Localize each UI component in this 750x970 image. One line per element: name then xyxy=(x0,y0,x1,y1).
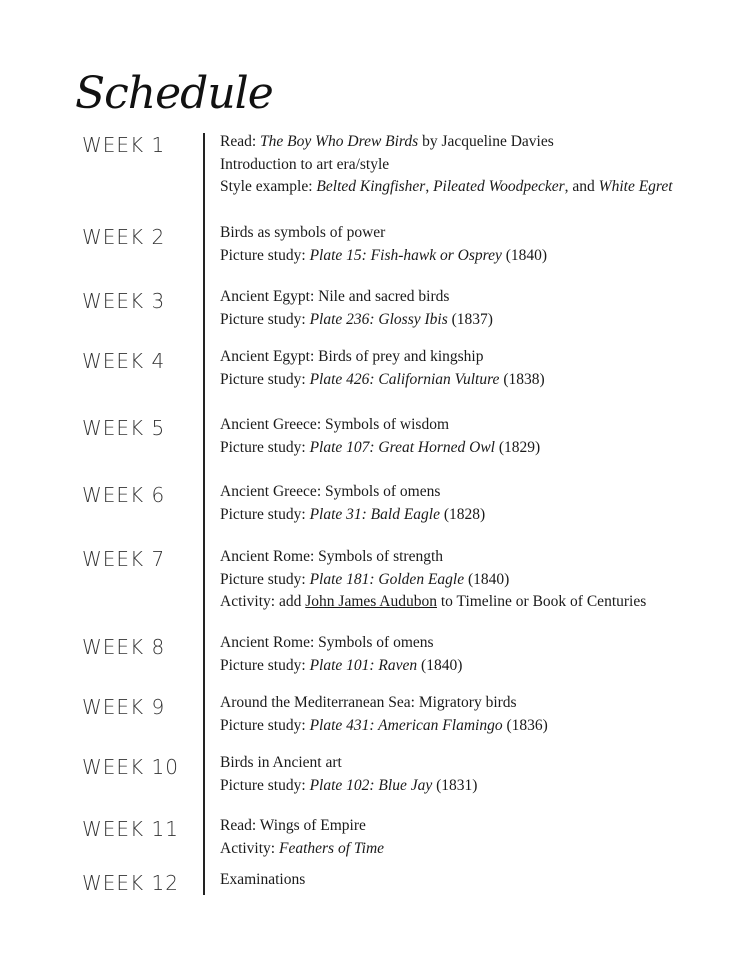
entry-line xyxy=(220,414,745,437)
entry-title-text: Belted Kingfisher xyxy=(316,178,426,195)
entry-title-text: Plate 107: Great Horned Owl xyxy=(309,438,495,456)
week-label: WEEK 4 xyxy=(82,349,166,373)
entry-line xyxy=(220,569,745,592)
entry-text: (1829) xyxy=(494,438,541,456)
entry-text: Picture study: xyxy=(220,570,310,588)
entry-title-text: Plate 15: Fish-hawk or Osprey xyxy=(309,246,502,264)
entry-text: , xyxy=(425,178,434,195)
entry-line xyxy=(220,437,745,460)
entry-line xyxy=(220,546,745,569)
entry-line xyxy=(220,222,745,245)
week-entry xyxy=(220,481,745,526)
entry-text: Read: xyxy=(220,133,261,150)
week-entry xyxy=(220,546,745,614)
entry-text: Birds as symbols of power xyxy=(220,224,386,241)
entry-text: (1831) xyxy=(432,776,478,794)
week-label: WEEK 3 xyxy=(82,289,166,313)
entry-line xyxy=(220,504,745,527)
week-entry xyxy=(220,692,745,737)
entry-title-text: White Egret xyxy=(598,178,673,195)
week-entry xyxy=(220,815,745,860)
entry-line xyxy=(220,692,745,715)
entry-line xyxy=(220,154,745,177)
entry-line xyxy=(220,869,745,892)
week-label: WEEK 5 xyxy=(82,416,166,440)
week-entry xyxy=(220,414,745,459)
entry-text: Ancient Greece: Symbols of wisdom xyxy=(220,416,450,433)
entry-line xyxy=(220,715,745,738)
entry-text: (1838) xyxy=(499,370,545,388)
entry-text: , and xyxy=(564,178,599,195)
entry-text: Picture study: xyxy=(220,438,310,456)
week-entry xyxy=(220,869,745,892)
entry-line xyxy=(220,481,745,504)
entry-line xyxy=(220,286,745,309)
entry-text: Picture study: xyxy=(220,656,310,674)
entry-text: Ancient Egypt: Birds of prey and kingship xyxy=(220,348,484,365)
entry-title-text: Plate 31: Bald Eagle xyxy=(309,505,440,523)
entry-line xyxy=(220,245,745,268)
entry-text: Around the Mediterranean Sea: Migratory birds xyxy=(220,694,517,711)
week-label: WEEK 12 xyxy=(82,871,179,895)
week-entry xyxy=(220,632,745,677)
week-entry xyxy=(220,346,745,391)
entry-title-text: Plate 101: Raven xyxy=(309,656,418,674)
entry-line xyxy=(220,591,745,614)
entry-text: Activity: xyxy=(220,839,279,857)
entry-line xyxy=(220,775,745,798)
week-entry xyxy=(220,752,745,797)
week-label: WEEK 10 xyxy=(82,755,179,779)
entry-line xyxy=(220,815,745,838)
entry-title-text: Plate 431: American Flamingo xyxy=(309,716,503,734)
entry-line xyxy=(220,176,745,199)
entry-line xyxy=(220,632,745,655)
entry-text: Activity: add xyxy=(220,593,306,610)
entry-text: (1828) xyxy=(440,505,486,523)
entry-line xyxy=(220,309,745,332)
entry-text: Ancient Rome: Symbols of strength xyxy=(220,548,444,565)
week-entry xyxy=(220,286,745,331)
entry-title-text: Plate 236: Glossy Ibis xyxy=(309,310,448,328)
week-label: WEEK 8 xyxy=(82,635,166,659)
entry-text: (1840) xyxy=(501,246,548,264)
entry-title-text: Feathers of Time xyxy=(278,839,385,857)
entry-text: Examinations xyxy=(220,871,306,888)
entry-text: Ancient Rome: Symbols of omens xyxy=(220,634,434,651)
entry-text: Picture study: xyxy=(220,716,310,734)
vertical-divider xyxy=(203,133,205,895)
entry-text: (1840) xyxy=(464,570,510,588)
entry-title-text: The Boy Who Drew Birds xyxy=(260,133,419,150)
entry-link[interactable]: John James Audubon xyxy=(305,593,437,610)
entry-text: Birds in Ancient art xyxy=(220,754,342,771)
week-entry xyxy=(220,222,745,267)
entry-text: Picture study: xyxy=(220,505,310,523)
entry-text: Picture study: xyxy=(220,310,310,328)
entry-text: Picture study: xyxy=(220,246,310,264)
week-label: WEEK 2 xyxy=(82,225,166,249)
page-title: Schedule xyxy=(75,68,273,119)
entry-title-text: Plate 426: Californian Vulture xyxy=(309,370,500,388)
entry-title-text: Pileated Woodpecker xyxy=(433,178,565,195)
entry-line xyxy=(220,131,745,154)
week-label: WEEK 6 xyxy=(82,483,166,507)
entry-line xyxy=(220,838,745,861)
entry-line xyxy=(220,655,745,678)
week-label: WEEK 11 xyxy=(82,817,179,841)
week-label: WEEK 7 xyxy=(82,547,166,571)
entry-text: Style example: xyxy=(220,178,317,195)
entry-text: Ancient Greece: Symbols of omens xyxy=(220,483,441,500)
entry-title-text: Plate 102: Blue Jay xyxy=(309,776,433,794)
entry-title-text: Plate 181: Golden Eagle xyxy=(309,570,465,588)
entry-text: Read: Wings of Empire xyxy=(220,817,366,834)
entry-line xyxy=(220,369,745,392)
week-label: WEEK 1 xyxy=(82,133,166,157)
entry-text: Ancient Egypt: Nile and sacred birds xyxy=(220,288,450,305)
entry-text: to Timeline or Book of Centuries xyxy=(437,593,647,610)
entry-line xyxy=(220,752,745,775)
entry-text: Introduction to art era/style xyxy=(220,155,390,173)
entry-text: Picture study: xyxy=(220,776,310,794)
entry-text: (1836) xyxy=(502,716,548,734)
entry-text: Picture study: xyxy=(220,370,310,388)
week-label: WEEK 9 xyxy=(82,695,166,719)
entry-text: by Jacqueline Davies xyxy=(418,133,554,150)
entry-text: (1837) xyxy=(447,310,493,328)
entry-line xyxy=(220,346,745,369)
week-entry xyxy=(220,131,745,199)
entry-text: (1840) xyxy=(417,656,463,674)
